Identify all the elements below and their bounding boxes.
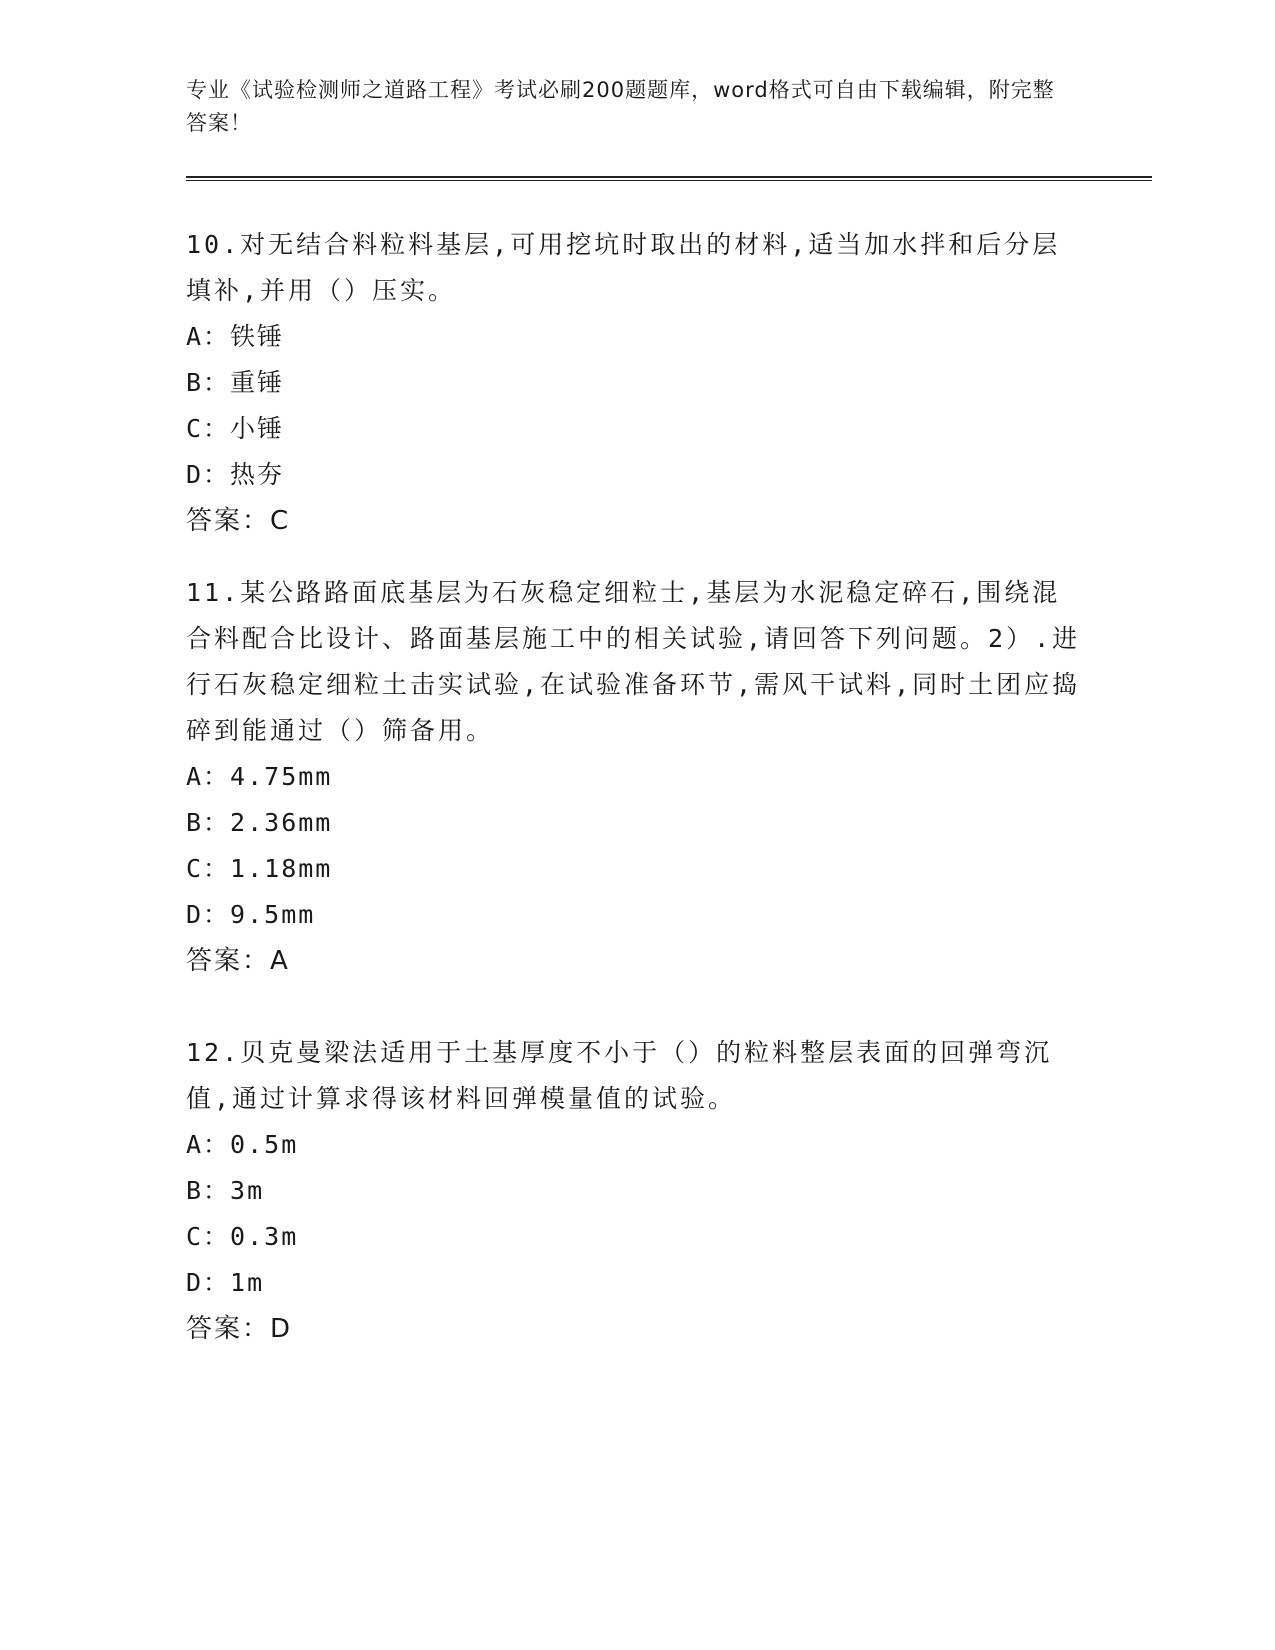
question-stem: 12.贝克曼梁法适用于土基厚度不小于（）的粒料整层表面的回弹弯沉值,通过计算求得该材料回弹模量值的试验。 — [186, 1038, 1053, 1113]
question-11 — [186, 570, 1086, 984]
option-b: B：重锤 — [186, 368, 285, 397]
option-d: D：9.5mm — [186, 900, 316, 929]
option-b: B：2.36mm — [186, 808, 333, 837]
option-b: B：3m — [186, 1176, 265, 1205]
answer-line: 答案：A — [186, 946, 290, 976]
header-divider — [186, 176, 1152, 181]
option-d: D：热夯 — [186, 460, 285, 489]
answer-line: 答案：C — [186, 506, 291, 536]
option-a: A：铁锤 — [186, 322, 285, 351]
header-title: 专业《试验检测师之道路工程》考试必刷200题题库，word格式可自由下载编辑，附完整答案！ — [186, 78, 1055, 135]
option-a: A：0.5m — [186, 1130, 299, 1159]
question-12 — [186, 1030, 1086, 1352]
question-stem: 10.对无结合料粒料基层,可用挖坑时取出的材料,适当加水拌和后分层填补,并用（）压实。 — [186, 230, 1061, 305]
option-d: D：1m — [186, 1268, 265, 1297]
option-c: C：1.18mm — [186, 854, 333, 883]
option-c: C：0.3m — [186, 1222, 299, 1251]
answer-line: 答案：D — [186, 1314, 293, 1344]
question-10 — [186, 222, 1086, 544]
document-header — [186, 74, 1066, 140]
option-a: A：4.75mm — [186, 762, 333, 791]
option-c: C：小锤 — [186, 414, 285, 443]
question-stem: 11.某公路路面底基层为石灰稳定细粒士,基层为水泥稳定碎石,围绕混合料配合比设计、路面基层施工中的相关试验,请回答下列问题。2）.进行石灰稳定细粒土击实试验,在试验准备环节,需风干试料,同时土团应捣碎到能通过（）筛备用。 — [186, 578, 1081, 745]
